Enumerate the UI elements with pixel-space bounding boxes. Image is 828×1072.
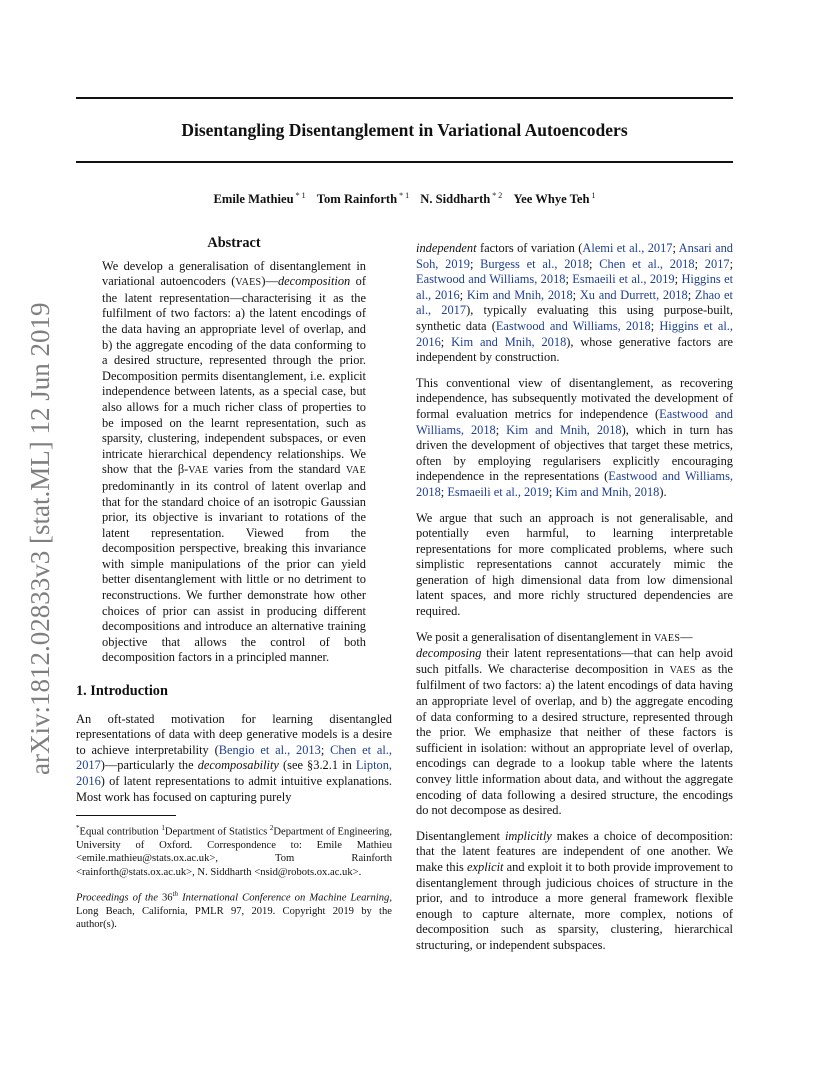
author: Emile Mathieu $^{* 1}$ — [213, 191, 306, 207]
intro-paragraph: An oft-stated motivation for learning disentangled representations of data with deep generative models is a desire to achieve interpretability (Bengio et al., 2013; Chen et al., 2017)—particularly the decomposability (see §3.2.1 in Lipton, 2016) of latent representations to admit intuitive explanations. Most work has focused on capturing purely — [76, 711, 392, 804]
paper-title: Disentangling Disentanglement in Variational Autoencoders — [181, 120, 628, 140]
footnote-affiliations: *Equal contribution $^1$Department of Statistics $^2$Department of Engineering, University of Oxford. Correspondence to: Emile Mathieu <emile.mathieu@stats.ox.ac.uk>, Tom Rainforth <rainforth@stats.ox.ac.uk>, N. Siddharth <nsid@robots.ox.ac.uk>. — [76, 824, 392, 878]
arxiv-stamp: arXiv:1812.02833v3 [stat.ML] 12 Jun 2019 — [25, 302, 55, 775]
abstract-text: We develop a generalisation of disentanglement in variational autoencoders (VAES)—decomposition of the latent representation—characterising it as the fulfilment of two factors: a) the latent encodings of the data having an appropriate level of overlap, and b) the aggregate encoding of the data conforming to a desired structure, represented through the prior. Decomposition permits disentanglement, i.e. explicit independence between latents, as a special case, but also allows for a much richer class of properties to be imposed on the learnt representation, such as sparsity, clustering, independent subspaces, or even intricate hierarchical dependency relationships. We show that the β-VAE varies from the standard VAE predominantly in its control of latent overlap and that for the standard choice of an isotropic Gaussian prior, its objective is invariant to rotations of the latent representation. Viewed from the decomposition perspective, breaking this invariance with simple manipulations of the prior can yield better disentanglement with little or no detriment to reconstructions. We further demonstrate how other choices of prior can assist in producing different decompositions and introduce an alternative training objective that allows the control of both decomposition factors in a principled manner. — [102, 258, 367, 665]
intro-paragraph: We posit a generalisation of disentanglement in VAES— decomposing their latent representations—that can help avoid such pitfalls. We characterise decomposition in VAES as the fulfilment of two factors: a) the latent encodings of data having an appropriate level of overlap, and b) the aggregate encoding of data conforming to a desired structure, represented through the prior. We emphasize that neither of these factors is sufficient in isolation: without an appropriate level of overlap, encodings can degrade to a lookup table where the latents convey little information about data, and without the aggregate encoding of data following a desired structure, the encodings do not decompose as desired. — [416, 629, 733, 818]
intro-paragraph: We argue that such an approach is not generalisable, and potentially even harmful, to learning interpretable representations for more complicated problems, where such simplistic representations cannot accurately mimic the generation of high dimensional data from low dimensional latent spaces, and more richly structured dependencies are required. — [416, 510, 733, 619]
author: Tom Rainforth $^{* 1}$ — [316, 191, 410, 207]
author: N. Siddharth $^{* 2}$ — [420, 191, 503, 207]
intro-paragraph: This conventional view of disentanglement, as recovering independence, has subsequently motivated the development of formal evaluation metrics for independence (Eastwood and Williams, 2018; Kim and Mnih, 2018), which in turn has driven the development of objectives that target these metrics, often by employing regularisers explicitly encouraging independence in the representations (Eastwood and Williams, 2018; Esmaeili et al., 2019; Kim and Mnih, 2018). — [416, 375, 734, 499]
author-list — [76, 191, 733, 207]
author: Yee Whye Teh $^1$ — [513, 191, 596, 207]
right-column — [416, 241, 733, 964]
section-heading: 1. Introduction — [76, 683, 168, 700]
intro-paragraph: Disentanglement implicitly makes a choice of decomposition: that the latent features are independent of one another. We make this explicit and exploit it to both provide improvement to disentanglement through judicious choices of structure in the prior, and to introduce a more general framework flexible enough to capture alternate, more complex, notions of decomposition such as sparsity, clustering, hierarchical structuring, or independent subspaces. — [416, 828, 733, 952]
footnote-proceedings: Proceedings of the 36th International Conference on Machine Learning, Long Beach, California, PMLR 97, 2019. Copyright 2019 by the author(s). — [76, 889, 392, 931]
title-rule-bottom — [76, 161, 733, 163]
left-column — [76, 236, 392, 940]
title-rule-top — [76, 97, 733, 99]
footnote-rule — [76, 815, 176, 816]
intro-paragraph: independent factors of variation (Alemi et al., 2017; Ansari and Soh, 2019; Burgess et al., 2018; Chen et al., 2018; 2017; Eastwood and Williams, 2018; Esmaeili et al., 2019; Higgins et al., 2016; Kim and Mnih, 2018; Xu and Durrett, 2018; Zhao et al., 2017), typically evaluating this using purpose-built, synthetic data (Eastwood and Williams, 2018; Higgins et al., 2016; Kim and Mnih, 2018), whose generative factors are independent by construction. — [416, 241, 734, 365]
abstract-heading: Abstract — [207, 235, 261, 251]
